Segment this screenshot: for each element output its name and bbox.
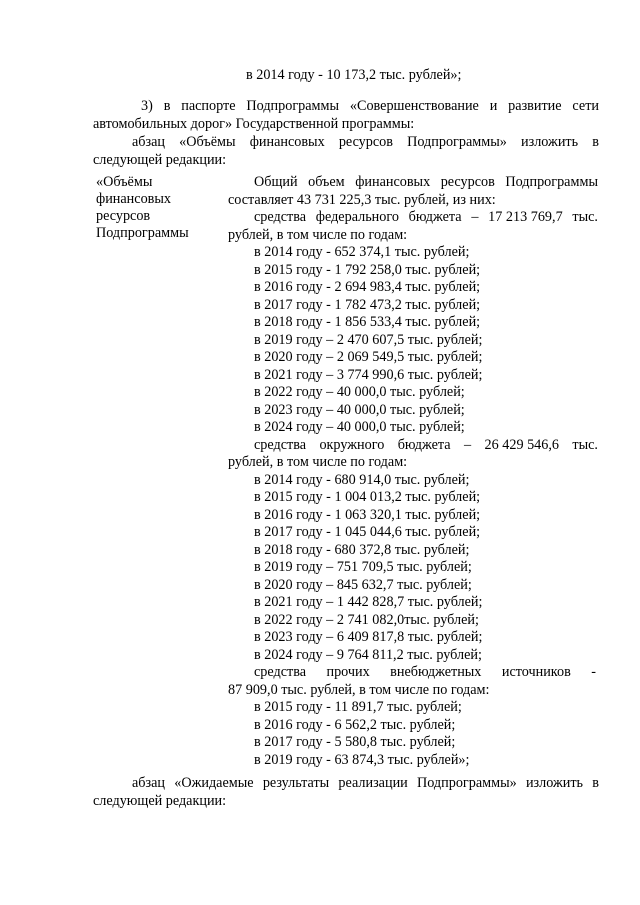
federal-line2: рублей, в том числе по годам: bbox=[228, 226, 408, 243]
year-line: в 2016 году - 2 694 983,4 тыс. рублей; bbox=[254, 279, 481, 295]
word: - bbox=[591, 664, 596, 680]
word: ресурсов bbox=[440, 174, 495, 190]
federal-line1 bbox=[228, 209, 598, 227]
year-line: в 2024 году – 9 764 811,2 тыс. рублей; bbox=[254, 646, 482, 663]
word: тыс. bbox=[572, 436, 598, 453]
word: Подпрограммы bbox=[505, 174, 598, 190]
table-value-cell bbox=[228, 174, 598, 769]
year-line: в 2016 году - 1 063 320,1 тыс. рублей; bbox=[254, 506, 481, 523]
word: финансовых bbox=[249, 134, 325, 150]
item3-line2: автомобильных дорог» Государственной программы: bbox=[93, 116, 415, 132]
year-line: в 2022 году – 2 741 082,0тыс. рублей; bbox=[254, 611, 479, 628]
word: бюджета bbox=[408, 209, 462, 225]
word: сети bbox=[572, 98, 599, 114]
other-years-list bbox=[228, 699, 598, 769]
year-line: в 2023 году – 40 000,0 тыс. рублей; bbox=[254, 401, 465, 418]
year-line: в 2015 году - 1 792 258,0 тыс. рублей; bbox=[254, 261, 481, 278]
year-line: в 2014 году - 680 914,0 тыс. рублей; bbox=[254, 471, 470, 488]
year-line: в 2014 году - 652 374,1 тыс. рублей; bbox=[254, 244, 470, 260]
year-line: в 2015 году - 1 004 013,2 тыс. рублей; bbox=[254, 489, 481, 505]
word: средства bbox=[254, 436, 307, 453]
word: 3) bbox=[141, 98, 153, 114]
word: ресурсов bbox=[338, 134, 393, 150]
word: федерального bbox=[315, 209, 399, 225]
item3-line3 bbox=[132, 134, 599, 151]
word: абзац bbox=[132, 775, 166, 791]
word: бюджета bbox=[397, 436, 451, 453]
word: Подпрограммы» bbox=[407, 134, 507, 150]
word: в bbox=[592, 775, 599, 791]
word: «Объёмы bbox=[179, 134, 236, 150]
year-line: в 2022 году – 40 000,0 тыс. рублей; bbox=[254, 384, 465, 400]
year-line: в 2020 году – 845 632,7 тыс. рублей; bbox=[254, 576, 472, 593]
word: «Ожидаемые bbox=[174, 775, 254, 791]
word: 17 213 769,7 bbox=[488, 209, 563, 225]
item3-line4: следующей редакции: bbox=[93, 152, 227, 168]
word: тыс. bbox=[572, 209, 598, 225]
word: финансовых bbox=[355, 174, 431, 190]
district-line1 bbox=[228, 437, 598, 455]
word: объем bbox=[308, 174, 345, 190]
year-line: в 2015 году - 11 891,7 тыс. рублей; bbox=[254, 699, 462, 715]
year-line: в 2020 году – 2 069 549,5 тыс. рублей; bbox=[254, 349, 483, 365]
year-line: в 2018 году - 680 372,8 тыс. рублей; bbox=[254, 541, 470, 558]
word: прочих bbox=[326, 664, 370, 680]
year-line: в 2016 году - 6 562,2 тыс. рублей; bbox=[254, 716, 456, 733]
word: результаты bbox=[262, 775, 330, 791]
word: Подпрограммы bbox=[246, 98, 340, 114]
word: реализации bbox=[338, 775, 408, 791]
word: абзац bbox=[132, 134, 166, 150]
word: паспорте bbox=[181, 98, 236, 114]
year-line: в 2024 году – 40 000,0 тыс. рублей; bbox=[254, 419, 465, 435]
year-line: в 2017 году - 5 580,8 тыс. рублей; bbox=[254, 734, 456, 750]
year-line: в 2018 году - 1 856 533,4 тыс. рублей; bbox=[254, 314, 481, 330]
intro-line: в 2014 году - 10 173,2 тыс. рублей»; bbox=[246, 67, 462, 83]
year-line: в 2017 году - 1 045 044,6 тыс. рублей; bbox=[254, 524, 481, 540]
year-line: в 2019 году – 751 709,5 тыс. рублей; bbox=[254, 559, 472, 575]
label-line: ресурсов bbox=[96, 208, 151, 224]
label-line: Подпрограммы bbox=[96, 225, 189, 241]
word: Общий bbox=[254, 174, 298, 190]
label-line: финансовых bbox=[96, 191, 171, 207]
word: в bbox=[163, 98, 171, 114]
word: Подпрограммы» bbox=[416, 775, 517, 791]
district-years-list bbox=[228, 472, 598, 665]
word: развитие bbox=[508, 98, 562, 114]
results-line1 bbox=[132, 775, 599, 792]
year-line: в 2017 году - 1 782 473,2 тыс. рублей; bbox=[254, 296, 481, 313]
other-line1 bbox=[228, 664, 598, 682]
other-line2: 87 909,0 тыс. рублей, в том числе по годам: bbox=[228, 681, 490, 698]
year-line: в 2023 году – 6 409 817,8 тыс. рублей; bbox=[254, 629, 483, 645]
year-line: в 2019 году – 2 470 607,5 тыс. рублей; bbox=[254, 331, 483, 348]
word: средства bbox=[254, 664, 307, 680]
word: окружного bbox=[319, 436, 385, 453]
word: – bbox=[471, 209, 479, 225]
total-line2: составляет 43 731 225,3 тыс. рублей, из них: bbox=[228, 191, 496, 208]
word: и bbox=[489, 98, 498, 114]
item3-line1 bbox=[141, 98, 599, 115]
table-label-cell bbox=[96, 174, 216, 242]
results-line2: следующей редакции: bbox=[93, 793, 227, 809]
word: изложить bbox=[525, 775, 584, 791]
year-line: в 2019 году - 63 874,3 тыс. рублей»; bbox=[254, 751, 470, 768]
year-line: в 2021 году – 1 442 828,7 тыс. рублей; bbox=[254, 594, 483, 610]
label-line: «Объёмы bbox=[96, 174, 153, 190]
federal-years-list bbox=[228, 244, 598, 437]
word: 26 429 546,6 bbox=[484, 436, 559, 453]
word: изложить bbox=[521, 134, 579, 150]
total-line1 bbox=[228, 174, 598, 192]
word: средства bbox=[254, 209, 307, 225]
word: «Совершенствование bbox=[349, 98, 479, 114]
year-line: в 2021 году – 3 774 990,6 тыс. рублей; bbox=[254, 366, 483, 383]
word: внебюджетных bbox=[390, 664, 482, 680]
word: источников bbox=[501, 664, 571, 680]
word: – bbox=[464, 436, 472, 453]
district-line2: рублей, в том числе по годам: bbox=[228, 454, 408, 470]
word: в bbox=[592, 134, 599, 150]
